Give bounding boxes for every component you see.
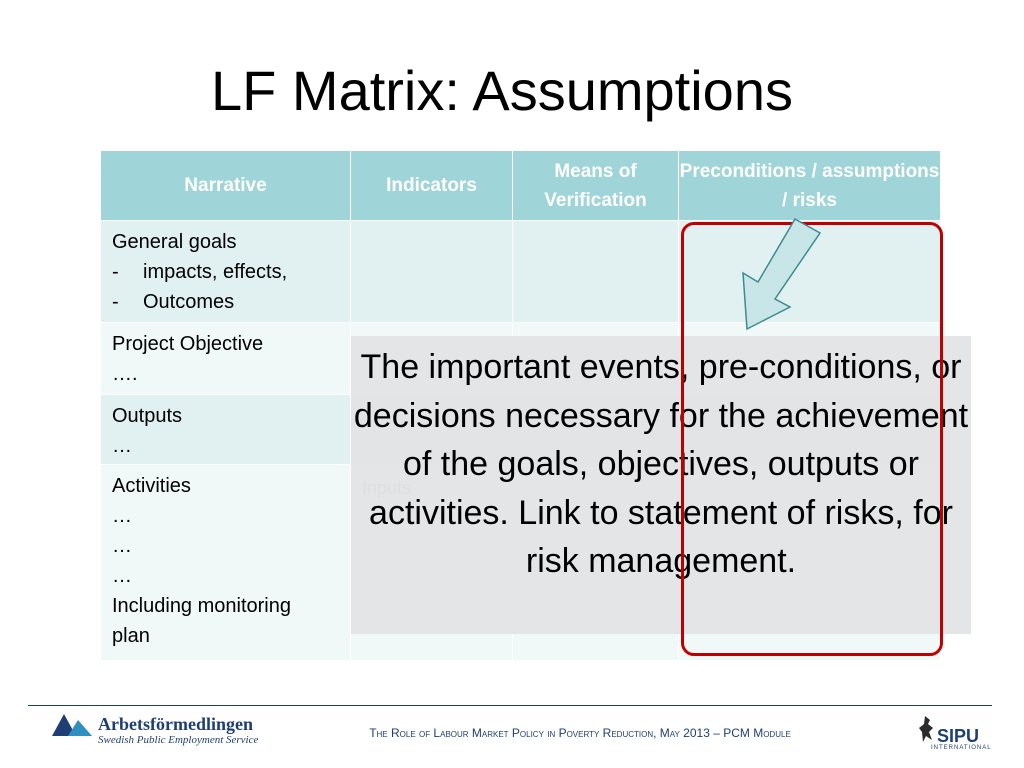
narrative-line xyxy=(112,561,340,591)
narrative-line xyxy=(112,431,340,461)
narrative-text: General goals xyxy=(112,231,237,253)
narrative-text: impacts, effects, xyxy=(143,261,288,283)
narrative-line xyxy=(112,501,340,531)
bullet-dash: - xyxy=(112,261,119,283)
indicators-cell xyxy=(351,221,513,323)
narrative-line xyxy=(112,227,340,257)
narrative-line xyxy=(112,471,340,501)
column-header: Preconditions / assumptions / risks xyxy=(679,151,941,221)
narrative-text: Outcomes xyxy=(143,291,235,313)
sipu-logo xyxy=(917,712,992,756)
column-header: Means of Verification xyxy=(513,151,679,221)
down-left-arrow-icon xyxy=(700,205,830,335)
narrative-text: … xyxy=(112,535,132,557)
narrative-text: …. xyxy=(112,363,138,385)
org-name: Arbetsförmedlingen xyxy=(98,714,253,734)
narrative-text: Including monitoring xyxy=(112,595,291,617)
narrative-line xyxy=(112,329,340,359)
sipu-subtitle: INTERNATIONAL xyxy=(931,745,992,751)
narrative-cell xyxy=(101,323,351,395)
sipu-logo-icon xyxy=(917,714,939,744)
footer-divider xyxy=(28,705,992,706)
narrative-text: Outputs xyxy=(112,405,183,427)
narrative-line xyxy=(112,401,340,431)
narrative-line xyxy=(112,621,340,651)
callout-text: The important events, pre-conditions, or decisions necessary for the achievement of the goals, objectives, outputs or activities. Link to statement of risks, for risk management. xyxy=(353,348,969,580)
narrative-line xyxy=(112,359,340,389)
narrative-line xyxy=(112,257,340,287)
column-header: Narrative xyxy=(101,151,351,221)
narrative-cell xyxy=(101,465,351,661)
narrative-text: … xyxy=(112,435,132,457)
narrative-text: Activities xyxy=(112,475,191,497)
presentation-title: The Role of Labour Market Policy in Poverty Reduction, May 2013 – PCM Module xyxy=(369,726,791,740)
narrative-line xyxy=(112,531,340,561)
arbetsformedlingen-logo xyxy=(52,712,282,756)
org-subtitle: Swedish Public Employment Service xyxy=(98,734,259,746)
narrative-cell xyxy=(101,395,351,465)
narrative-cell xyxy=(101,221,351,323)
narrative-line xyxy=(112,287,340,317)
sipu-name: SIPU xyxy=(937,726,980,746)
narrative-text: … xyxy=(112,565,132,587)
narrative-text: Project Objective xyxy=(112,333,264,355)
column-header: Indicators xyxy=(351,151,513,221)
slide-title: LF Matrix: Assumptions xyxy=(211,59,793,122)
arbetsformedlingen-logo-icon xyxy=(52,714,92,736)
narrative-text: plan xyxy=(112,625,150,647)
verification-cell xyxy=(513,221,679,323)
narrative-text: … xyxy=(112,505,132,527)
bullet-dash: - xyxy=(112,291,119,313)
narrative-line xyxy=(112,591,340,621)
